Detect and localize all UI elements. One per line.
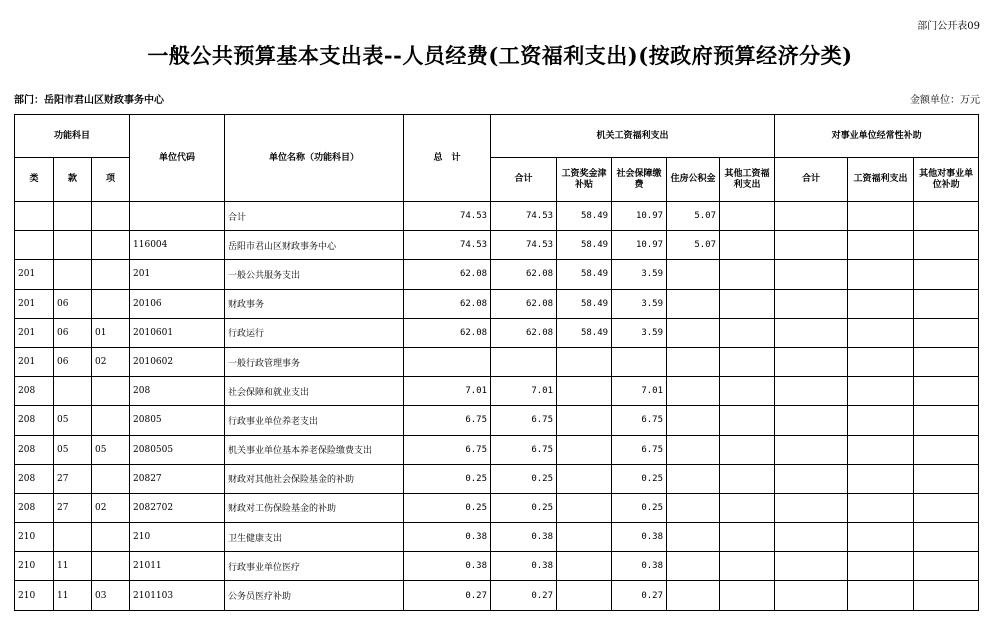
cell-jg-subtotal (491, 347, 557, 376)
cell-lei: 210 (15, 552, 54, 581)
cell-total: 74.53 (404, 231, 491, 260)
cell-jg-social (612, 347, 667, 376)
cell-total: 62.08 (404, 289, 491, 318)
header-shiye-group: 对事业单位经常性补助 (775, 115, 979, 158)
cell-sy-wage (848, 523, 914, 552)
cell-sy-other (914, 231, 979, 260)
cell-jg-bonus (557, 435, 612, 464)
cell-jg-housing (667, 464, 720, 493)
cell-sy-wage (848, 347, 914, 376)
cell-total: 6.75 (404, 406, 491, 435)
table-row (15, 231, 979, 260)
cell-unit-name: 行政运行 (225, 318, 404, 347)
cell-jg-social: 0.27 (612, 581, 667, 610)
cell-kuan (54, 523, 92, 552)
cell-sy-subtotal (775, 347, 848, 376)
cell-sy-other (914, 464, 979, 493)
cell-sy-wage (848, 552, 914, 581)
cell-unit-name: 一般公共服务支出 (225, 260, 404, 289)
cell-lei: 208 (15, 493, 54, 522)
cell-jg-subtotal: 0.27 (491, 581, 557, 610)
cell-sy-other (914, 377, 979, 406)
cell-sy-wage (848, 493, 914, 522)
cell-jg-subtotal: 74.53 (491, 202, 557, 231)
header-sy-subtotal: 合计 (775, 158, 848, 202)
cell-total: 0.25 (404, 464, 491, 493)
cell-kuan (54, 231, 92, 260)
cell-sy-subtotal (775, 493, 848, 522)
cell-unit-code: 20827 (130, 464, 225, 493)
cell-jg-bonus (557, 406, 612, 435)
cell-xiang: 05 (92, 435, 130, 464)
cell-jg-social: 0.38 (612, 552, 667, 581)
cell-jg-subtotal: 62.08 (491, 260, 557, 289)
header-jiguan-group: 机关工资福利支出 (491, 115, 775, 158)
cell-unit-code: 20106 (130, 289, 225, 318)
cell-total: 0.38 (404, 552, 491, 581)
cell-jg-social: 7.01 (612, 377, 667, 406)
cell-sy-other (914, 347, 979, 376)
cell-sy-wage (848, 581, 914, 610)
cell-unit-code: 2101103 (130, 581, 225, 610)
cell-sy-other (914, 318, 979, 347)
cell-sy-other (914, 289, 979, 318)
cell-kuan (54, 377, 92, 406)
cell-jg-housing (667, 377, 720, 406)
cell-unit-name: 行政事业单位医疗 (225, 552, 404, 581)
cell-lei: 201 (15, 260, 54, 289)
cell-lei: 210 (15, 581, 54, 610)
cell-unit-code: 2010601 (130, 318, 225, 347)
cell-sy-other (914, 202, 979, 231)
table-row (15, 260, 979, 289)
cell-sy-subtotal (775, 406, 848, 435)
cell-jg-social: 6.75 (612, 406, 667, 435)
table-row (15, 523, 979, 552)
cell-sy-subtotal (775, 523, 848, 552)
cell-kuan: 05 (54, 406, 92, 435)
cell-jg-bonus (557, 464, 612, 493)
cell-total: 74.53 (404, 202, 491, 231)
header-xiang: 项 (92, 158, 130, 202)
cell-xiang: 02 (92, 493, 130, 522)
cell-total: 62.08 (404, 260, 491, 289)
cell-jg-other (720, 581, 775, 610)
cell-jg-social: 6.75 (612, 435, 667, 464)
cell-kuan: 06 (54, 289, 92, 318)
cell-jg-subtotal: 0.25 (491, 493, 557, 522)
cell-kuan: 11 (54, 581, 92, 610)
cell-unit-code: 116004 (130, 231, 225, 260)
cell-unit-name: 财政事务 (225, 289, 404, 318)
header-jg-social: 社会保障缴费 (612, 158, 667, 202)
cell-unit-code: 2082702 (130, 493, 225, 522)
cell-xiang: 01 (92, 318, 130, 347)
cell-unit-code: 2010602 (130, 347, 225, 376)
cell-jg-bonus (557, 552, 612, 581)
cell-jg-subtotal: 0.38 (491, 523, 557, 552)
cell-total: 62.08 (404, 318, 491, 347)
cell-xiang (92, 377, 130, 406)
cell-unit-code: 208 (130, 377, 225, 406)
cell-sy-wage (848, 464, 914, 493)
cell-sy-wage (848, 231, 914, 260)
cell-kuan: 27 (54, 464, 92, 493)
table-row (15, 435, 979, 464)
cell-jg-subtotal: 0.38 (491, 552, 557, 581)
cell-jg-subtotal: 62.08 (491, 318, 557, 347)
cell-jg-housing: 5.07 (667, 231, 720, 260)
cell-kuan: 06 (54, 347, 92, 376)
header-sy-wage: 工资福利支出 (848, 158, 914, 202)
cell-sy-subtotal (775, 231, 848, 260)
cell-unit-code: 201 (130, 260, 225, 289)
header-jg-housing: 住房公积金 (667, 158, 720, 202)
cell-unit-code: 20805 (130, 406, 225, 435)
table-row (15, 347, 979, 376)
cell-sy-other (914, 552, 979, 581)
cell-jg-subtotal: 6.75 (491, 435, 557, 464)
cell-total: 7.01 (404, 377, 491, 406)
cell-jg-subtotal: 0.25 (491, 464, 557, 493)
cell-jg-social: 10.97 (612, 231, 667, 260)
cell-jg-social: 3.59 (612, 260, 667, 289)
cell-unit-code: 21011 (130, 552, 225, 581)
table-row (15, 202, 979, 231)
cell-unit-name: 机关事业单位基本养老保险缴费支出 (225, 435, 404, 464)
cell-lei: 210 (15, 523, 54, 552)
cell-kuan: 06 (54, 318, 92, 347)
cell-xiang (92, 202, 130, 231)
cell-lei: 201 (15, 347, 54, 376)
header-total: 总 计 (404, 115, 491, 202)
cell-kuan: 27 (54, 493, 92, 522)
cell-jg-housing: 5.07 (667, 202, 720, 231)
cell-lei: 201 (15, 289, 54, 318)
cell-jg-housing (667, 260, 720, 289)
cell-jg-housing (667, 493, 720, 522)
cell-lei (15, 231, 54, 260)
cell-sy-other (914, 523, 979, 552)
cell-jg-subtotal: 62.08 (491, 289, 557, 318)
table-row (15, 493, 979, 522)
table-row (15, 464, 979, 493)
cell-xiang (92, 552, 130, 581)
cell-jg-bonus: 58.49 (557, 202, 612, 231)
cell-sy-other (914, 435, 979, 464)
cell-sy-subtotal (775, 581, 848, 610)
page-title: 一般公共预算基本支出表--人员经费(工资福利支出)(按政府预算经济分类) (147, 43, 853, 68)
header-jg-subtotal: 合计 (491, 158, 557, 202)
cell-total: 6.75 (404, 435, 491, 464)
cell-xiang (92, 260, 130, 289)
cell-jg-bonus (557, 523, 612, 552)
cell-xiang (92, 231, 130, 260)
cell-jg-bonus: 58.49 (557, 260, 612, 289)
cell-jg-bonus (557, 377, 612, 406)
department-label: 部门：岳阳市君山区财政事务中心 (14, 95, 164, 106)
cell-unit-name: 社会保障和就业支出 (225, 377, 404, 406)
cell-jg-housing (667, 406, 720, 435)
cell-jg-subtotal: 6.75 (491, 406, 557, 435)
amount-unit-label: 金额单位：万元 (910, 95, 980, 106)
cell-jg-social: 0.25 (612, 464, 667, 493)
cell-jg-other (720, 552, 775, 581)
cell-sy-subtotal (775, 260, 848, 289)
cell-unit-code: 210 (130, 523, 225, 552)
table-row (15, 552, 979, 581)
cell-total (404, 347, 491, 376)
header-sy-other: 其他对事业单位补助 (914, 158, 979, 202)
cell-unit-name: 行政事业单位养老支出 (225, 406, 404, 435)
cell-total: 0.38 (404, 523, 491, 552)
cell-sy-wage (848, 318, 914, 347)
cell-jg-housing (667, 552, 720, 581)
cell-jg-other (720, 523, 775, 552)
header-unit-name: 单位名称（功能科目） (225, 115, 404, 202)
header-kuan: 款 (54, 158, 92, 202)
cell-jg-subtotal: 74.53 (491, 231, 557, 260)
cell-kuan (54, 260, 92, 289)
cell-jg-bonus: 58.49 (557, 231, 612, 260)
table-row (15, 289, 979, 318)
header-jg-bonus: 工资奖金津补贴 (557, 158, 612, 202)
cell-unit-name: 财政对其他社会保险基金的补助 (225, 464, 404, 493)
cell-jg-other (720, 464, 775, 493)
budget-table (14, 114, 979, 611)
cell-sy-wage (848, 435, 914, 464)
cell-unit-name: 卫生健康支出 (225, 523, 404, 552)
cell-sy-other (914, 581, 979, 610)
cell-sy-wage (848, 289, 914, 318)
cell-jg-other (720, 347, 775, 376)
table-row (15, 377, 979, 406)
cell-sy-wage (848, 260, 914, 289)
cell-unit-name: 财政对工伤保险基金的补助 (225, 493, 404, 522)
cell-jg-housing (667, 318, 720, 347)
header-jg-other: 其他工资福利支出 (720, 158, 775, 202)
cell-jg-subtotal: 7.01 (491, 377, 557, 406)
cell-jg-housing (667, 523, 720, 552)
cell-unit-code (130, 202, 225, 231)
cell-kuan: 05 (54, 435, 92, 464)
cell-lei: 208 (15, 435, 54, 464)
cell-jg-social: 0.38 (612, 523, 667, 552)
cell-xiang (92, 523, 130, 552)
cell-lei: 208 (15, 406, 54, 435)
cell-xiang (92, 289, 130, 318)
cell-unit-name: 一般行政管理事务 (225, 347, 404, 376)
cell-unit-code: 2080505 (130, 435, 225, 464)
cell-jg-social: 0.25 (612, 493, 667, 522)
cell-xiang (92, 464, 130, 493)
cell-unit-name: 公务员医疗补助 (225, 581, 404, 610)
cell-jg-bonus (557, 347, 612, 376)
cell-sy-wage (848, 202, 914, 231)
cell-sy-subtotal (775, 464, 848, 493)
header-lei: 类 (15, 158, 54, 202)
table-row (15, 406, 979, 435)
cell-lei: 208 (15, 464, 54, 493)
cell-jg-bonus (557, 493, 612, 522)
table-number-tag: 部门公开表09 (917, 21, 980, 32)
cell-jg-bonus (557, 581, 612, 610)
cell-lei (15, 202, 54, 231)
cell-jg-other (720, 260, 775, 289)
cell-sy-subtotal (775, 289, 848, 318)
header-func-subject: 功能科目 (15, 115, 130, 158)
cell-sy-wage (848, 377, 914, 406)
cell-jg-bonus: 58.49 (557, 318, 612, 347)
cell-jg-other (720, 435, 775, 464)
cell-jg-bonus: 58.49 (557, 289, 612, 318)
cell-xiang: 03 (92, 581, 130, 610)
cell-jg-housing (667, 581, 720, 610)
cell-jg-other (720, 289, 775, 318)
table-row (15, 581, 979, 610)
cell-sy-other (914, 493, 979, 522)
cell-sy-subtotal (775, 377, 848, 406)
cell-sy-subtotal (775, 435, 848, 464)
cell-jg-other (720, 406, 775, 435)
cell-sy-subtotal (775, 318, 848, 347)
cell-lei: 208 (15, 377, 54, 406)
cell-unit-name: 合计 (225, 202, 404, 231)
cell-jg-other (720, 202, 775, 231)
header-unit-code: 单位代码 (130, 115, 225, 202)
cell-sy-subtotal (775, 202, 848, 231)
cell-unit-name: 岳阳市君山区财政事务中心 (225, 231, 404, 260)
cell-jg-housing (667, 347, 720, 376)
cell-jg-housing (667, 435, 720, 464)
cell-jg-other (720, 318, 775, 347)
cell-sy-wage (848, 406, 914, 435)
cell-sy-other (914, 260, 979, 289)
cell-jg-other (720, 377, 775, 406)
cell-sy-other (914, 406, 979, 435)
cell-xiang: 02 (92, 347, 130, 376)
cell-jg-social: 3.59 (612, 289, 667, 318)
cell-total: 0.27 (404, 581, 491, 610)
cell-jg-other (720, 231, 775, 260)
cell-kuan: 11 (54, 552, 92, 581)
cell-jg-housing (667, 289, 720, 318)
cell-jg-other (720, 493, 775, 522)
cell-total: 0.25 (404, 493, 491, 522)
cell-lei: 201 (15, 318, 54, 347)
cell-sy-subtotal (775, 552, 848, 581)
table-row (15, 318, 979, 347)
cell-xiang (92, 406, 130, 435)
cell-jg-social: 10.97 (612, 202, 667, 231)
cell-kuan (54, 202, 92, 231)
cell-jg-social: 3.59 (612, 318, 667, 347)
